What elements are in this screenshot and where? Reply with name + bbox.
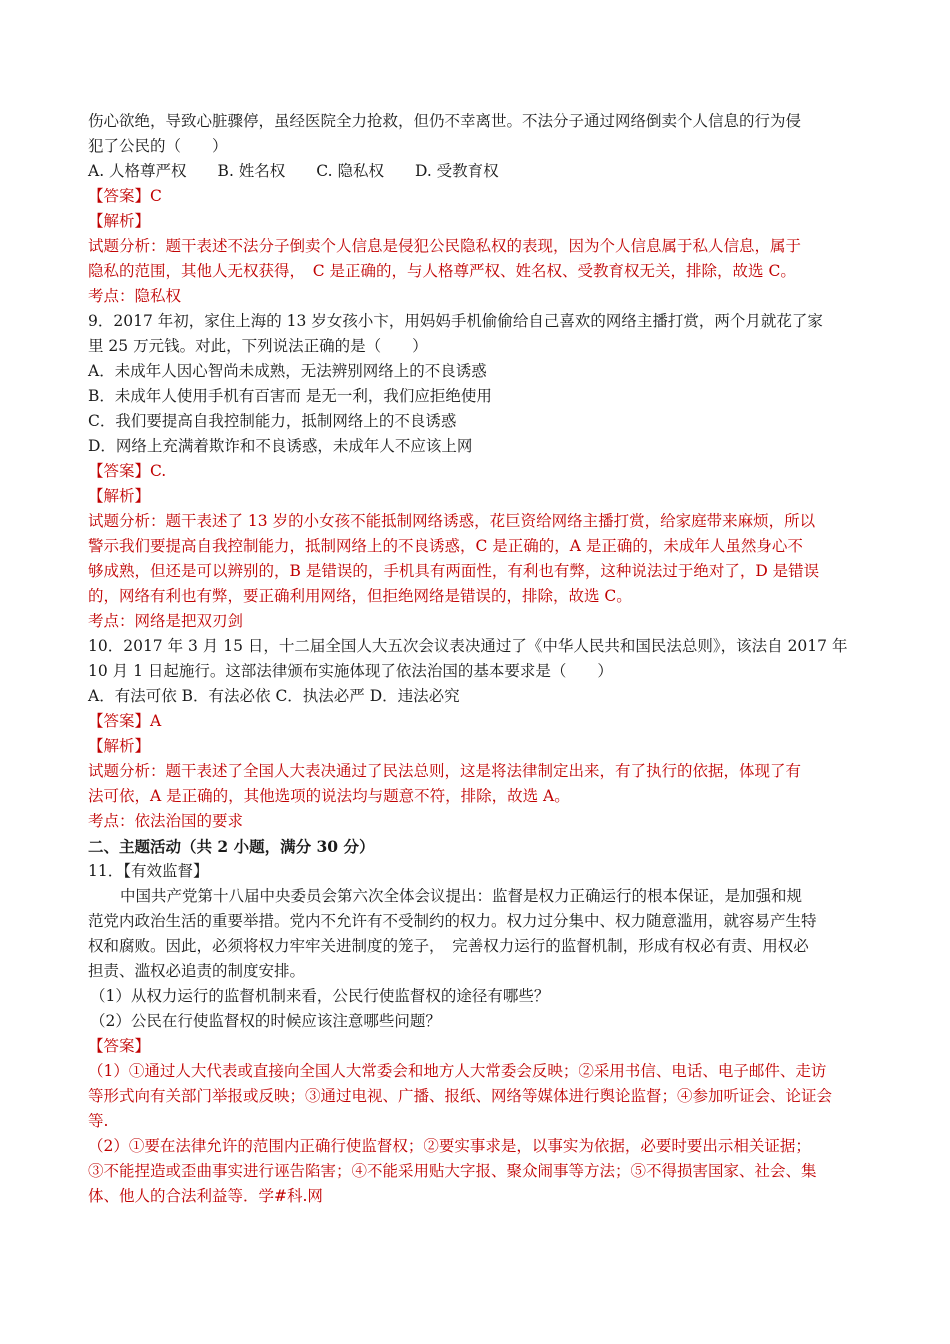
q9-option-d: D．网络上充满着欺诈和不良诱惑，未成年人不应该上网 <box>88 437 473 455</box>
q10-analysis-label: 【解析】 <box>88 737 151 755</box>
q10-stem-line-2: 10 月 1 日起施行。这部法律颁布实施体现了依法治国的基本要求是（ ） <box>88 662 613 680</box>
q11-subquestion-1: （1）从权力运行的监督机制来看，公民行使监督权的途径有哪些？ <box>90 987 550 1005</box>
q9-stem-line-1: 9．2017 年初，家住上海的 13 岁女孩小卞，用妈妈手机偷偷给自己喜欢的网络主播打赏，两个月就花了家 <box>88 312 823 330</box>
q10-analysis-line-2: 法可依，A 是正确的，其他选项的说法均与题意不符，排除，故选 A。 <box>88 787 570 805</box>
q8-answer: 【答案】C <box>88 187 162 205</box>
q8-options: A. 人格尊严权 B. 姓名权 C. 隐私权 D. 受教育权 <box>88 162 499 180</box>
q11-material-line-4: 担责、滥权必追责的制度安排。 <box>88 962 306 980</box>
q8-stem-line-2: 犯了公民的（ ） <box>88 137 228 155</box>
q8-stem-line-1: 伤心欲绝，导致心脏骤停，虽经医院全力抢救，但仍不幸离世。不法分子通过网络倒卖个人信息的行为侵 <box>88 112 802 130</box>
q8-analysis-line-1: 试题分析：题干表述不法分子倒卖个人信息是侵犯公民隐私权的表现，因为个人信息属于私人信息，属于 <box>88 237 802 255</box>
q10-answer: 【答案】A <box>88 712 162 730</box>
q10-stem-line-1: 10．2017 年 3 月 15 日，十二届全国人大五次会议表决通过了《中华人民共和国民法总则》，该法自 2017 年 <box>88 637 848 655</box>
q11-material-line-3: 权和腐败。因此，必须将权力牢牢关进制度的笼子， 完善权力运行的监督机制，形成有权必有责、用权必 <box>88 937 809 955</box>
section-heading: 二、主题活动（共 2 小题，满分 30 分） <box>88 837 375 856</box>
q8-analysis-line-2: 隐私的范围，其他人无权获得， C 是正确的，与人格尊严权、姓名权、受教育权无关，排除，故选 C。 <box>88 262 796 280</box>
q11-material-line-2: 范党内政治生活的重要举措。党内不允许有不受制约的权力。权力过分集中、权力随意滥用，就容易产生特 <box>88 912 817 930</box>
q11-answer-2-line-3: 体、他人的合法利益等．学#科.网 <box>88 1187 323 1205</box>
q9-stem-line-2: 里 25 万元钱。对此，下列说法正确的是（ ） <box>88 337 428 355</box>
q11-answer-1-line-1: （1）①通过人大代表或直接向全国人大常委会和地方人大常委会反映；②采用书信、电话、电子邮件、走访 <box>88 1062 827 1080</box>
q9-option-a: A．未成年人因心智尚未成熟，无法辨别网络上的不良诱惑 <box>88 362 487 380</box>
q8-point: 考点：隐私权 <box>88 287 182 305</box>
q11-answer-2-line-1: （2）①要在法律允许的范围内正确行使监督权；②要实事求是，以事实为依据，必要时要出示相关证据； <box>88 1137 811 1155</box>
q10-analysis-line-1: 试题分析：题干表述了全国人大表决通过了民法总则，这是将法律制定出来，有了执行的依据，体现了有 <box>88 762 802 780</box>
q11-answer-label: 【答案】 <box>88 1037 151 1055</box>
q9-analysis-label: 【解析】 <box>88 487 151 505</box>
q11-subquestion-2: （2）公民在行使监督权的时候应该注意哪些问题？ <box>90 1012 441 1030</box>
q9-analysis-line-3: 够成熟，但还是可以辨别的，B 是错误的，手机具有两面性，有利也有弊，这种说法过于绝对了，D 是错误 <box>88 562 820 580</box>
q9-option-c: C．我们要提高自我控制能力，抵制网络上的不良诱惑 <box>88 412 457 430</box>
q9-option-b: B．未成年人使用手机有百害而 是无一利，我们应拒绝使用 <box>88 387 492 405</box>
document-page <box>88 109 868 1209</box>
q11-answer-1-line-3: 等. <box>88 1112 109 1130</box>
q9-analysis-line-4: 的，网络有利也有弊，要正确利用网络，但拒绝网络是错误的，排除，故选 C。 <box>88 587 632 605</box>
q11-material-line-1: 中国共产党第十八届中央委员会第六次全体会议提出：监督是权力正确运行的根本保证，是加强和规 <box>120 887 803 905</box>
q9-analysis-line-1: 试题分析：题干表述了 13 岁的小女孩不能抵制网络诱惑，花巨资给网络主播打赏，给家庭带来麻烦，所以 <box>88 512 816 530</box>
q10-options: A．有法可依 B．有法必依 C．执法必严 D．违法必究 <box>88 687 460 705</box>
q11-answer-2-line-2: ③不能捏造或歪曲事实进行诬告陷害；④不能采用贴大字报、聚众闹事等方法；⑤不得损害国家、社会、集 <box>88 1162 817 1180</box>
q11-title: 11．【有效监督】 <box>88 862 209 880</box>
q11-answer-1-line-2: 等形式向有关部门举报或反映；③通过电视、广播、报纸、网络等媒体进行舆论监督；④参加听证会、论证会 <box>88 1087 833 1105</box>
q8-analysis-label: 【解析】 <box>88 212 151 230</box>
q10-point: 考点：依法治国的要求 <box>88 812 244 830</box>
q9-analysis-line-2: 警示我们要提高自我控制能力，抵制网络上的不良诱惑，C 是正确的，A 是正确的，未成年人虽然身心不 <box>88 537 803 555</box>
q9-answer: 【答案】C. <box>88 462 167 480</box>
q9-point: 考点：网络是把双刃剑 <box>88 612 244 630</box>
